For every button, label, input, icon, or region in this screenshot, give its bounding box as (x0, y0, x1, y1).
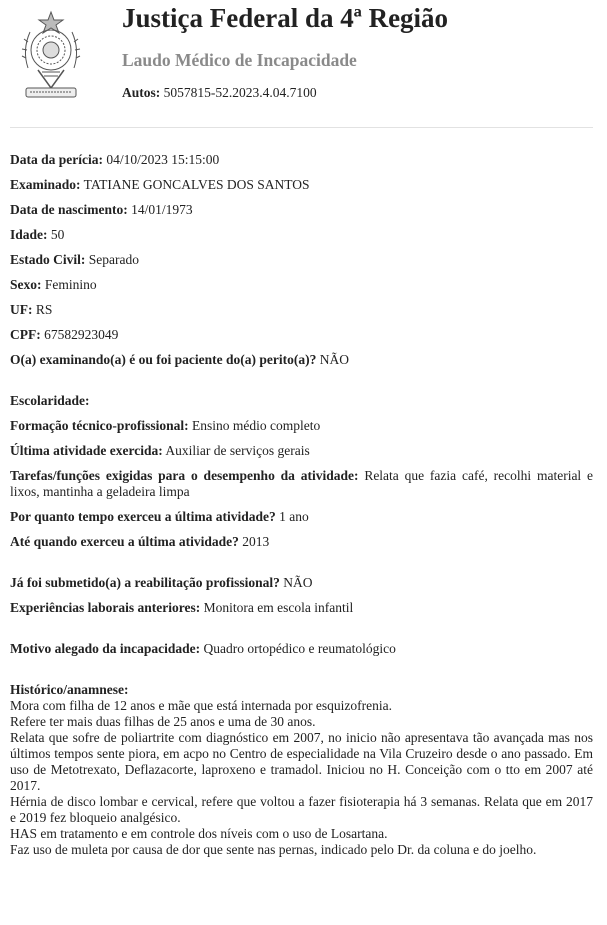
field-value: 14/01/1973 (131, 202, 193, 217)
field-cpf (10, 327, 593, 343)
field-value: Quadro ortopédico e reumatológico (203, 641, 396, 656)
field-uf (10, 302, 593, 318)
field-estado-civil (10, 252, 593, 268)
field-value: 2013 (242, 534, 270, 549)
historico-line: Mora com filha de 12 anos e mãe que está internada por esquizofrenia. (10, 698, 392, 713)
field-label: Data da perícia: (10, 152, 103, 167)
field-idade (10, 227, 593, 243)
field-label: Experiências laborais anteriores: (10, 600, 201, 615)
field-value: RS (35, 302, 53, 317)
historico-line: Faz uso de muleta por causa de dor que sente nas pernas, indicado pelo Dr. da coluna e do joelho. (10, 842, 537, 857)
document-header (0, 0, 607, 118)
field-value: 67582923049 (44, 327, 119, 342)
field-ate-quando (10, 534, 593, 550)
case-number-value: 5057815-52.2023.4.04.7100 (163, 85, 317, 100)
field-value: 1 ano (279, 509, 309, 524)
field-tempo-atividade (10, 509, 593, 525)
field-value: Separado (88, 252, 139, 267)
field-label: Escolaridade: (10, 393, 90, 408)
field-value: NÃO (319, 352, 349, 367)
field-value: Monitora em escola infantil (203, 600, 354, 615)
field-label: UF: (10, 302, 33, 317)
historico-section (10, 682, 593, 858)
field-value: 50 (50, 227, 65, 242)
field-label: O(a) examinando(a) é ou foi paciente do(a) perito(a)? (10, 352, 317, 367)
field-sexo (10, 277, 593, 293)
field-label: Idade: (10, 227, 48, 242)
field-data-pericia (10, 152, 593, 168)
historico-line: Hérnia de disco lombar e cervical, refere que voltou a fazer fisioterapia há 3 semanas. Relata que em 2017 e 2019 fez bloqueio analgésico. (10, 794, 593, 825)
historico-title: Histórico/anamnese: (10, 682, 129, 697)
field-value: Auxiliar de serviços gerais (165, 443, 310, 458)
field-label: Motivo alegado da incapacidade: (10, 641, 201, 656)
historico-line: Relata que sofre de poliartrite com diagnóstico em 2007, no inicio não apresentava tão avançada mas nos últimos tempos sente piora, em acpo no Centro de especialidade na Vila Cruzeiro desde o ano passado. Em uso de Metotrexato, Deflazacorte, laproxeno e tramadol. Iniciou no H. Conceição com o tto em 2007 até 2017. (10, 730, 593, 793)
field-label: Sexo: (10, 277, 42, 292)
field-nascimento (10, 202, 593, 218)
field-value: Ensino médio completo (191, 418, 321, 433)
field-value: Feminino (44, 277, 97, 292)
field-label: Já foi submetido(a) a reabilitação profissional? (10, 575, 280, 590)
field-motivo (10, 641, 593, 657)
field-label: Examinado: (10, 177, 81, 192)
court-title: Justiça Federal da 4ª Região (122, 3, 449, 33)
field-value: 04/10/2023 15:15:00 (106, 152, 220, 167)
case-number (122, 85, 317, 101)
field-paciente (10, 352, 593, 368)
field-formacao (10, 418, 593, 434)
field-label: Formação técnico-profissional: (10, 418, 189, 433)
field-label: Até quando exerceu a última atividade? (10, 534, 239, 549)
field-examinado (10, 177, 593, 193)
field-escolaridade (10, 393, 593, 409)
field-label: CPF: (10, 327, 41, 342)
field-value: TATIANE GONCALVES DOS SANTOS (83, 177, 310, 192)
case-number-label: Autos: (122, 85, 161, 100)
field-experiencias (10, 600, 593, 616)
field-label: Última atividade exercida: (10, 443, 163, 458)
historico-line: Refere ter mais duas filhas de 25 anos e uma de 30 anos. (10, 714, 316, 729)
report-subtitle: Laudo Médico de Incapacidade (122, 50, 357, 70)
field-reabilitacao (10, 575, 593, 591)
field-label: Tarefas/funções exigidas para o desempenho da atividade: (10, 468, 359, 483)
field-ultima-atividade (10, 443, 593, 459)
report-body (10, 152, 593, 858)
brazil-coat-of-arms-icon (18, 10, 84, 102)
field-label: Data de nascimento: (10, 202, 128, 217)
header-divider (10, 127, 593, 128)
field-value: NÃO (283, 575, 313, 590)
field-label: Estado Civil: (10, 252, 86, 267)
field-label: Por quanto tempo exerceu a última atividade? (10, 509, 276, 524)
field-tarefas (10, 468, 593, 500)
historico-line: HAS em tratamento e em controle dos níveis com o uso de Losartana. (10, 826, 388, 841)
field-value: Relata que fazia café, recolhi material e lixos, mantinha a geladeira limpa (10, 468, 593, 499)
